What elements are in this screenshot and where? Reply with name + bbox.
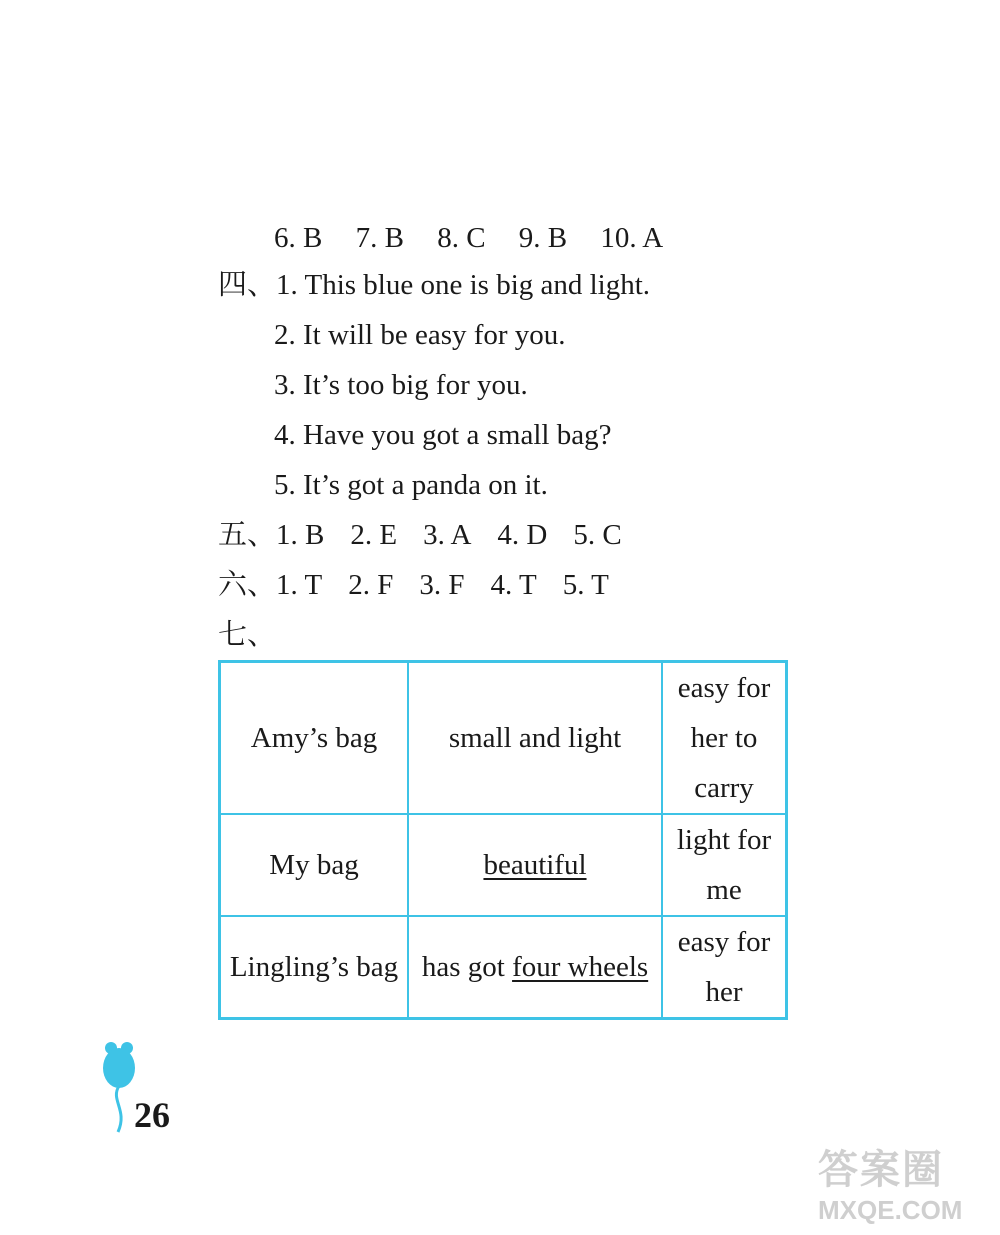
table-cell-reason: easy for her <box>662 916 787 1019</box>
answer: 4. D <box>497 519 548 551</box>
section4-line-2: 2. It will be easy for you. <box>274 319 566 351</box>
watermark-url: MXQE.COM <box>818 1195 963 1225</box>
table-row <box>220 814 787 916</box>
section-marker: 六、 <box>218 569 277 601</box>
page-number: 26 <box>134 1095 170 1135</box>
desc-underlined: four wheels <box>512 951 649 983</box>
section6-answers <box>218 571 635 600</box>
section4-line-5: 5. It’s got a panda on it. <box>274 469 548 501</box>
table-cell-reason: light for me <box>662 814 787 916</box>
section-marker: 四、 <box>218 269 277 301</box>
answer: 8. C <box>437 222 486 254</box>
answer: 2. E <box>350 519 398 551</box>
section7-marker: 七、 <box>218 619 277 651</box>
table-cell-name: Lingling’s bag <box>220 916 409 1019</box>
section3-answers <box>274 224 689 253</box>
table-row <box>220 916 787 1019</box>
bag-comparison-table <box>218 660 788 1020</box>
answer: 10. A <box>600 222 664 254</box>
table-cell-desc <box>408 662 662 815</box>
table-cell-desc <box>408 916 662 1019</box>
desc-underlined: beautiful <box>483 849 587 881</box>
answer: 3. F <box>419 569 465 601</box>
table-cell-desc <box>408 814 662 916</box>
sentence: 1. This blue one is big and light. <box>276 269 651 301</box>
watermark-logo: 答案圈 <box>818 1148 944 1192</box>
section5-answers <box>218 521 648 550</box>
answer: 5. T <box>562 569 609 601</box>
watermark <box>818 1138 988 1228</box>
section-marker: 五、 <box>218 519 277 551</box>
desc-text: has got <box>421 951 513 983</box>
table-cell-name: My bag <box>220 814 409 916</box>
answer: 5. C <box>573 519 622 551</box>
answer: 7. B <box>355 222 404 254</box>
answer: 1. T <box>276 569 323 601</box>
answer: 9. B <box>518 222 568 254</box>
section4-line-3: 3. It’s too big for you. <box>274 369 528 401</box>
answer: 6. B <box>274 222 323 254</box>
table-row <box>220 662 787 815</box>
section4-line-1 <box>218 271 650 300</box>
answer: 3. A <box>423 519 472 551</box>
table-cell-name: Amy’s bag <box>220 662 409 815</box>
table-cell-reason: easy for her to carry <box>662 662 787 815</box>
answer: 1. B <box>276 519 325 551</box>
section4-line-4: 4. Have you got a small bag? <box>274 419 612 451</box>
desc-text: small and light <box>448 722 622 754</box>
answer: 2. F <box>348 569 394 601</box>
answer: 4. T <box>490 569 537 601</box>
